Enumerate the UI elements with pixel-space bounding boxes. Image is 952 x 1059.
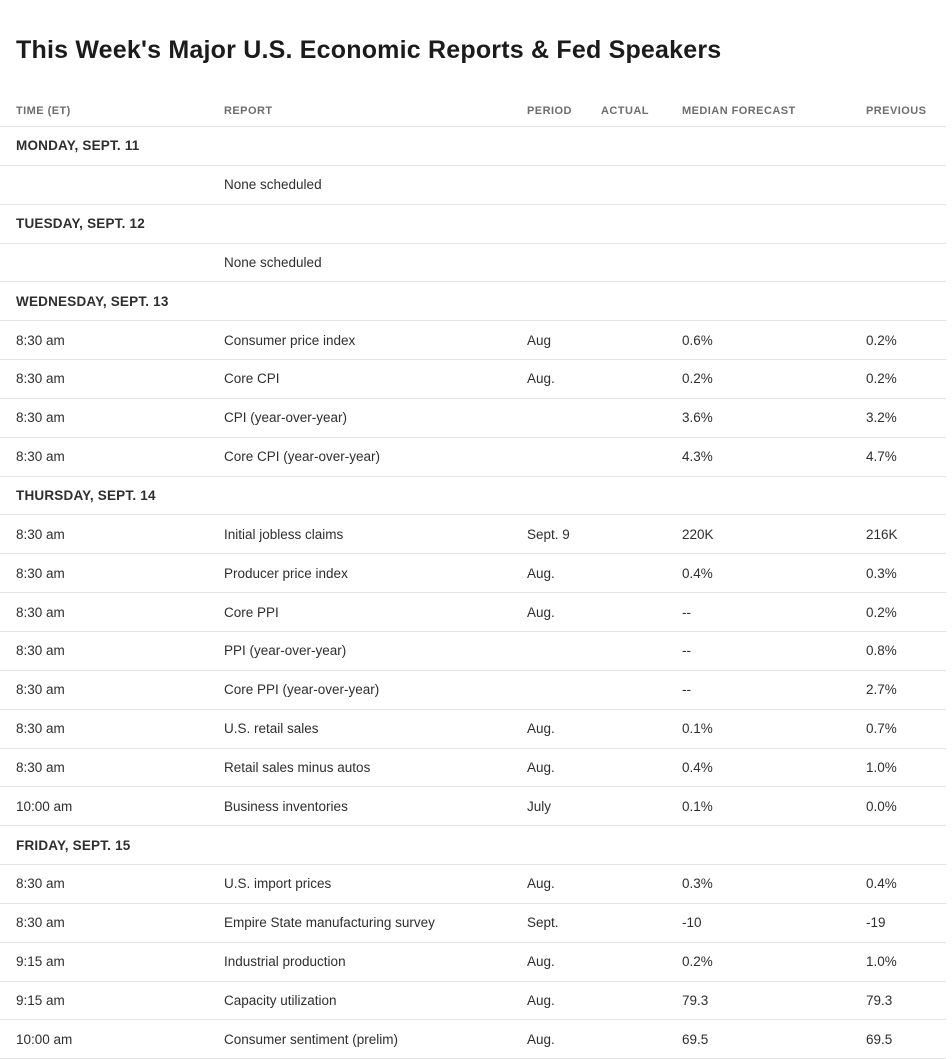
forecast-cell: 0.3% xyxy=(682,876,713,892)
column-header-report: REPORT xyxy=(224,105,273,117)
table-row xyxy=(0,865,946,904)
time-cell: 8:30 am xyxy=(16,526,65,542)
time-cell: 8:30 am xyxy=(16,604,65,620)
table-row xyxy=(0,321,946,360)
period-cell: Aug. xyxy=(527,759,555,775)
table-body xyxy=(0,127,946,1059)
section-header-row xyxy=(0,477,946,516)
table-column-header-row xyxy=(0,96,946,127)
report-cell: Empire State manufacturing survey xyxy=(224,915,435,931)
previous-cell: 0.2% xyxy=(866,604,897,620)
economic-reports-table xyxy=(0,96,946,1059)
previous-cell: 0.2% xyxy=(866,371,897,387)
time-cell: 8:30 am xyxy=(16,876,65,892)
forecast-cell: 0.4% xyxy=(682,565,713,581)
period-cell: Aug. xyxy=(527,992,555,1008)
period-cell: Sept. xyxy=(527,915,559,931)
report-cell: Capacity utilization xyxy=(224,992,337,1008)
section-header-label: TUESDAY, SEPT. 12 xyxy=(16,216,145,232)
section-header-row xyxy=(0,205,946,244)
table-row xyxy=(0,787,946,826)
report-cell: Producer price index xyxy=(224,565,348,581)
previous-cell: 2.7% xyxy=(866,682,897,698)
previous-cell: 1.0% xyxy=(866,954,897,970)
forecast-cell: -- xyxy=(682,643,691,659)
report-cell: Business inventories xyxy=(224,798,348,814)
time-cell: 10:00 am xyxy=(16,1031,73,1047)
time-cell: 9:15 am xyxy=(16,992,65,1008)
period-cell: Aug. xyxy=(527,371,555,387)
column-header-period: PERIOD xyxy=(527,105,572,117)
period-cell: Aug xyxy=(527,332,552,348)
previous-cell: 4.7% xyxy=(866,449,897,465)
time-cell: 8:30 am xyxy=(16,410,65,426)
forecast-cell: 0.1% xyxy=(682,798,713,814)
period-cell: Aug. xyxy=(527,876,555,892)
period-cell: Sept. 9 xyxy=(527,526,570,542)
time-cell: 8:30 am xyxy=(16,759,65,775)
section-header-row xyxy=(0,282,946,321)
previous-cell: 0.4% xyxy=(866,876,897,892)
forecast-cell: 4.3% xyxy=(682,449,713,465)
page-title: This Week's Major U.S. Economic Reports & Fed Speakers xyxy=(16,35,722,64)
table-row xyxy=(0,632,946,671)
time-cell: 8:30 am xyxy=(16,682,65,698)
table-row xyxy=(0,593,946,632)
column-header-actual: ACTUAL xyxy=(601,105,649,117)
time-cell: 9:15 am xyxy=(16,954,65,970)
time-cell: 8:30 am xyxy=(16,721,65,737)
section-header-label: MONDAY, SEPT. 11 xyxy=(16,138,140,154)
previous-cell: 79.3 xyxy=(866,992,893,1008)
time-cell: 8:30 am xyxy=(16,565,65,581)
table-row xyxy=(0,982,946,1021)
table-row xyxy=(0,515,946,554)
table-row xyxy=(0,166,946,205)
forecast-cell: 79.3 xyxy=(682,992,709,1008)
time-cell: 8:30 am xyxy=(16,449,65,465)
table-row xyxy=(0,554,946,593)
report-cell: None scheduled xyxy=(224,177,322,193)
report-cell: PPI (year-over-year) xyxy=(224,643,347,659)
table-row xyxy=(0,943,946,982)
forecast-cell: 0.4% xyxy=(682,759,713,775)
forecast-cell: 69.5 xyxy=(682,1031,709,1047)
forecast-cell: -- xyxy=(682,604,691,620)
period-cell: Aug. xyxy=(527,721,555,737)
previous-cell: 0.2% xyxy=(866,332,897,348)
report-cell: Core CPI (year-over-year) xyxy=(224,449,381,465)
table-row xyxy=(0,749,946,788)
table-row xyxy=(0,671,946,710)
period-cell: Aug. xyxy=(527,1031,555,1047)
report-cell: Retail sales minus autos xyxy=(224,759,371,775)
section-header-row xyxy=(0,127,946,166)
forecast-cell: 3.6% xyxy=(682,410,713,426)
time-cell: 10:00 am xyxy=(16,798,73,814)
forecast-cell: 220K xyxy=(682,526,714,542)
previous-cell: 216K xyxy=(866,526,898,542)
time-cell: 8:30 am xyxy=(16,915,65,931)
period-cell: Aug. xyxy=(527,604,555,620)
period-cell: July xyxy=(527,798,552,814)
table-row xyxy=(0,399,946,438)
time-cell: 8:30 am xyxy=(16,371,65,387)
report-cell: U.S. retail sales xyxy=(224,721,319,737)
report-cell: CPI (year-over-year) xyxy=(224,410,348,426)
previous-cell: -19 xyxy=(866,915,886,931)
table-row xyxy=(0,710,946,749)
report-cell: Consumer price index xyxy=(224,332,356,348)
period-cell: Aug. xyxy=(527,954,555,970)
previous-cell: 0.8% xyxy=(866,643,897,659)
report-cell: Core PPI xyxy=(224,604,279,620)
time-cell: 8:30 am xyxy=(16,332,65,348)
time-cell: 8:30 am xyxy=(16,643,65,659)
report-cell: U.S. import prices xyxy=(224,876,332,892)
report-cell: Core PPI (year-over-year) xyxy=(224,682,380,698)
table-row xyxy=(0,438,946,477)
forecast-cell: -10 xyxy=(682,915,702,931)
section-header-label: WEDNESDAY, SEPT. 13 xyxy=(16,293,169,309)
previous-cell: 1.0% xyxy=(866,759,897,775)
section-header-label: THURSDAY, SEPT. 14 xyxy=(16,488,156,504)
forecast-cell: 0.1% xyxy=(682,721,713,737)
report-cell: Initial jobless claims xyxy=(224,526,344,542)
period-cell: Aug. xyxy=(527,565,555,581)
column-header-time: TIME (ET) xyxy=(16,105,71,117)
forecast-cell: 0.6% xyxy=(682,332,713,348)
previous-cell: 0.3% xyxy=(866,565,897,581)
forecast-cell: 0.2% xyxy=(682,954,713,970)
economic-calendar-page xyxy=(0,17,952,1051)
previous-cell: 69.5 xyxy=(866,1031,893,1047)
forecast-cell: 0.2% xyxy=(682,371,713,387)
section-header-row xyxy=(0,826,946,865)
table-row xyxy=(0,360,946,399)
table-row xyxy=(0,244,946,283)
previous-cell: 3.2% xyxy=(866,410,897,426)
report-cell: Core CPI xyxy=(224,371,280,387)
previous-cell: 0.7% xyxy=(866,721,897,737)
report-cell: Consumer sentiment (prelim) xyxy=(224,1031,399,1047)
forecast-cell: -- xyxy=(682,682,691,698)
report-cell: Industrial production xyxy=(224,954,346,970)
table-row xyxy=(0,904,946,943)
column-header-previous: PREVIOUS xyxy=(866,105,927,117)
report-cell: None scheduled xyxy=(224,254,322,270)
table-row xyxy=(0,1020,946,1059)
previous-cell: 0.0% xyxy=(866,798,897,814)
column-header-median-forecast: MEDIAN FORECAST xyxy=(682,105,796,117)
section-header-label: FRIDAY, SEPT. 15 xyxy=(16,837,131,853)
